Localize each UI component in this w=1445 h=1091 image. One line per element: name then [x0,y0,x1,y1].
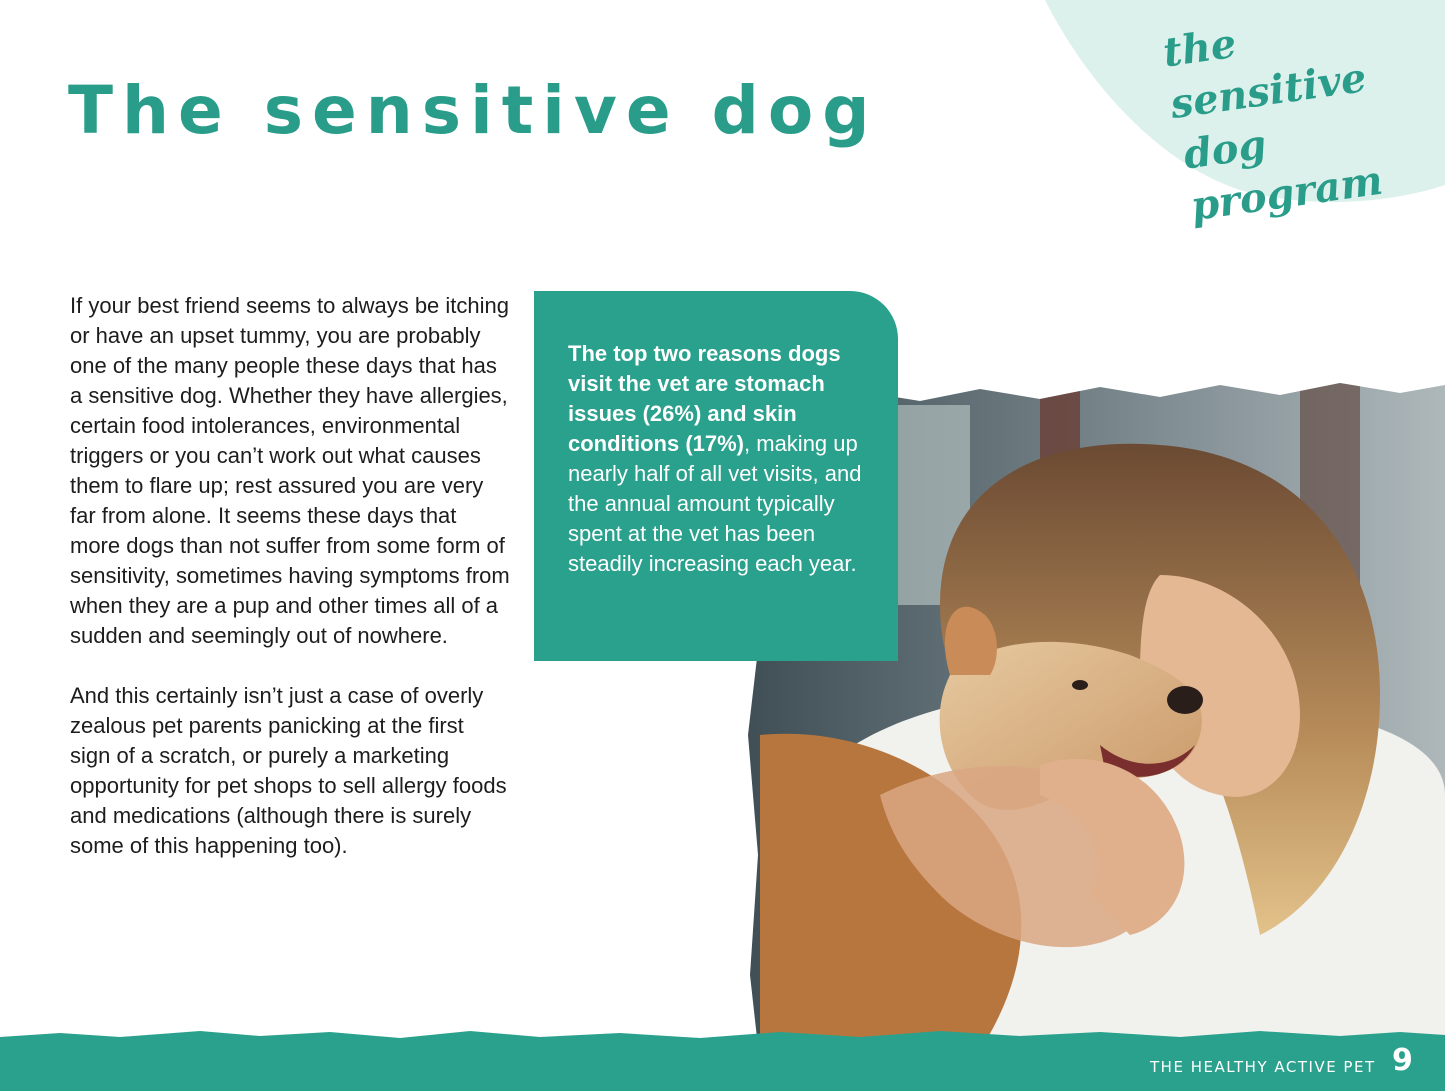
page-title: The sensitive dog [68,72,879,149]
body-text [70,291,510,891]
footer-publication-name: THE HEALTHY ACTIVE PET [1150,1058,1376,1076]
body-paragraph-2: And this certainly isn’t just a case of overly zealous pet parents panicking at the first sign of a scratch, or purely a marketing opportunity for pet shops to sell allergy foods and medications (although there is surely some of this happening too). [70,683,507,858]
callout-bold-text: The top two reasons dogs visit the vet are stomach issues (26%) and skin conditions (17%) [568,341,841,456]
body-paragraph-1: If your best friend seems to always be itching or have an upset tummy, you are probably one of the many people these days that has a sensitive dog. Whether they have allergies, certain food intolerances, environmental triggers or you can’t work out what causes them to flare up; rest assured you are very far from alone. It seems these days that more dogs than not suffer from some form of sensitivity, sometimes having symptoms from when they are a pup and other times all of a sudden and seemingly out of nowhere. [70,293,510,648]
program-logo [1160,0,1437,234]
callout-regular-text: , making up nearly half of all vet visits, and the annual amount typically spent at the vet has been steadily increasing each year. [568,431,862,576]
logo-line-2: dog program [1180,120,1386,231]
logo-line-1: the sensitive [1160,19,1370,129]
page-number: 9 [1392,1043,1413,1078]
statistic-callout [534,291,898,661]
